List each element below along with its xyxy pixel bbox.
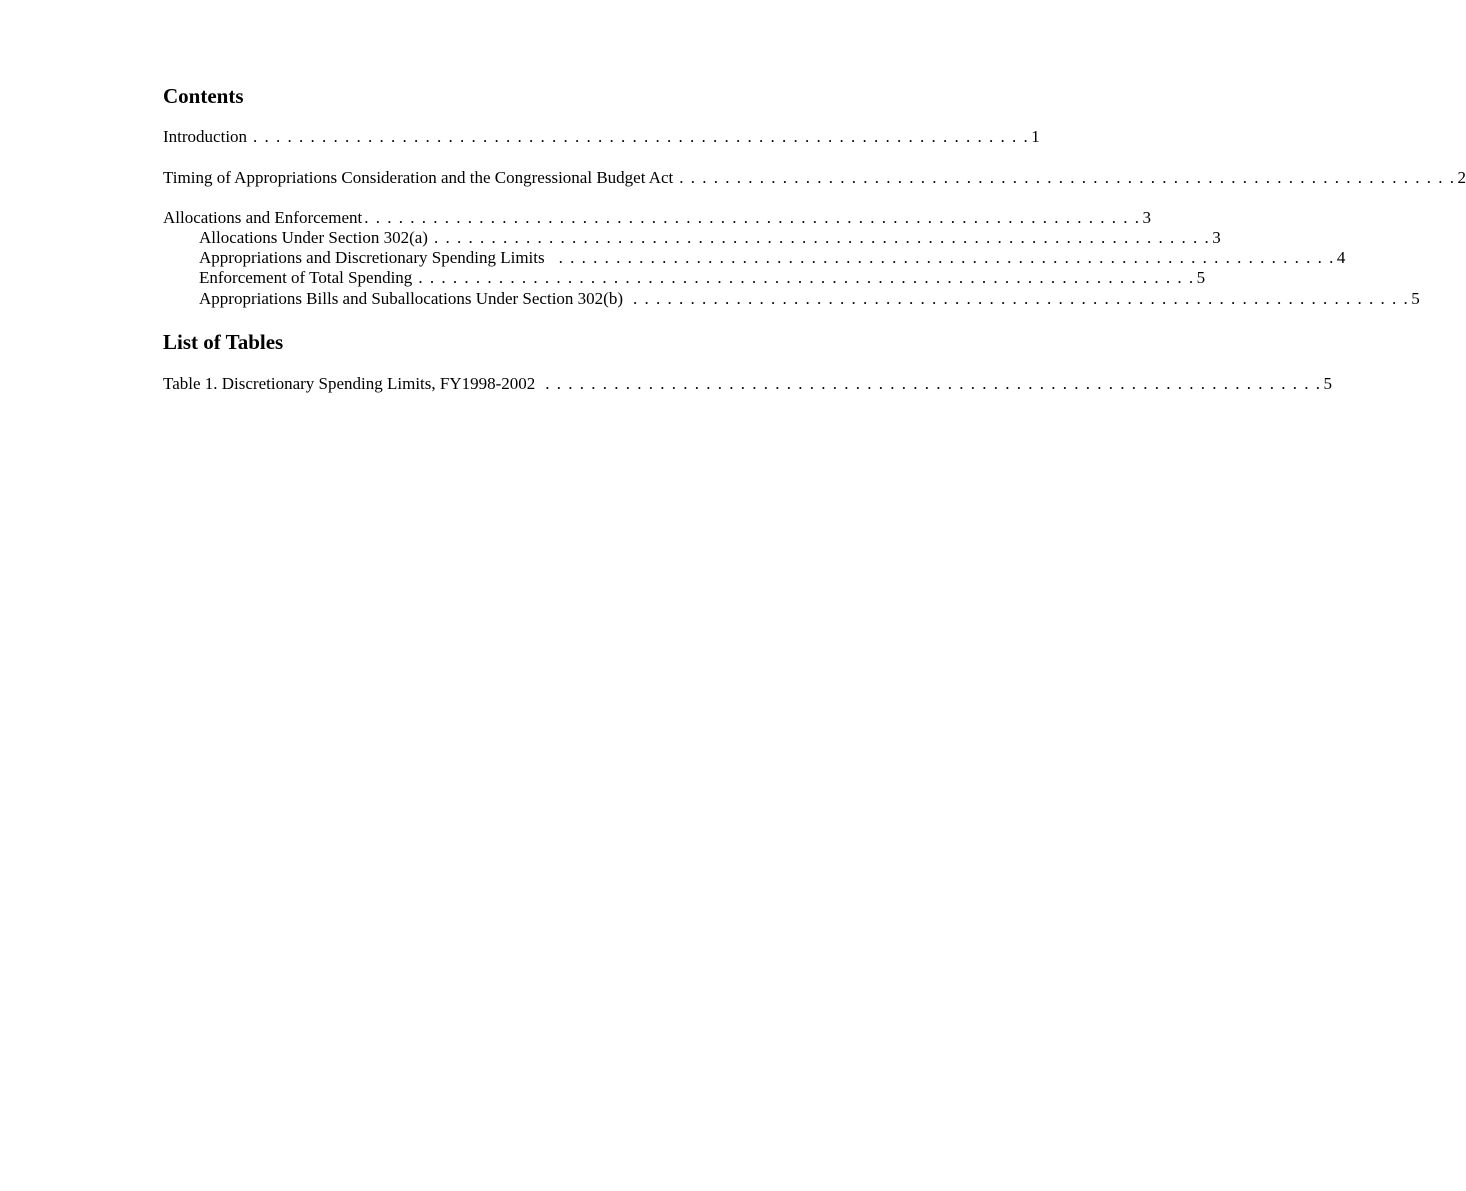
contents-heading: Contents	[163, 84, 244, 108]
dot-leader: . . . . . . . . . . . . . . . . . . . . . . . . . . . . . . . . . . . . . . . . . . . . . . . . . . . . . . . . . . . . . . . . . . . .	[364, 208, 1141, 227]
toc-entry-allocations-enforcement[interactable]	[163, 208, 1151, 228]
dot-leader: . . . . . . . . . . . . . . . . . . . . . . . . . . . . . . . . . . . . . . . . . . . . . . . . . . . . . . . . . . . . . . . . . . . .	[558, 248, 1335, 267]
list-of-tables-heading: List of Tables	[163, 330, 284, 354]
dot-leader: . . . . . . . . . . . . . . . . . . . . . . . . . . . . . . . . . . . . . . . . . . . . . . . . . . . . . . . . . . . . . . . . . . . .	[433, 228, 1211, 247]
toc-entry-introduction[interactable]	[163, 127, 1040, 147]
toc-entry-title: Introduction	[163, 127, 248, 146]
toc-entry-title: Appropriations and Discretionary Spending Limits	[199, 248, 545, 267]
table-entry-title: Table 1. Discretionary Spending Limits, FY1998-2002	[163, 374, 536, 393]
dot-leader: . . . . . . . . . . . . . . . . . . . . . . . . . . . . . . . . . . . . . . . . . . . . . . . . . . . . . . . . . . . . . . . . . . . .	[418, 268, 1195, 287]
toc-entry-suballocations-302b[interactable]	[199, 289, 1420, 309]
toc-entry-title: Allocations Under Section 302(a)	[199, 228, 428, 247]
toc-entry-enforcement-total[interactable]	[199, 268, 1206, 288]
table-entry-page-number: 5	[1323, 374, 1333, 393]
table-entry-table-1[interactable]	[163, 374, 1333, 394]
toc-entry-page-number: 5	[1196, 268, 1206, 287]
toc-entry-page-number: 3	[1142, 208, 1151, 227]
dot-leader: . . . . . . . . . . . . . . . . . . . . . . . . . . . . . . . . . . . . . . . . . . . . . . . . . . . . . . . . . . . . . . . . . . . .	[679, 168, 1456, 187]
toc-entry-page-number: 4	[1336, 248, 1346, 267]
dot-leader: . . . . . . . . . . . . . . . . . . . . . . . . . . . . . . . . . . . . . . . . . . . . . . . . . . . . . . . . . . . . . . . . . . . .	[545, 374, 1322, 393]
toc-entry-page-number: 1	[1031, 127, 1040, 146]
toc-entry-page-number: 3	[1212, 228, 1221, 247]
toc-entry-page-number: 2	[1457, 168, 1466, 187]
toc-entry-title: Appropriations Bills and Suballocations Under Section 302(b)	[199, 289, 623, 308]
dot-leader: . . . . . . . . . . . . . . . . . . . . . . . . . . . . . . . . . . . . . . . . . . . . . . . . . . . . . . . . . . . . . . . . . . . .	[253, 127, 1030, 146]
toc-entry-allocations-302a[interactable]	[199, 228, 1221, 248]
dot-leader: . . . . . . . . . . . . . . . . . . . . . . . . . . . . . . . . . . . . . . . . . . . . . . . . . . . . . . . . . . . . . . . . . . . .	[633, 289, 1410, 308]
toc-entry-timing[interactable]	[163, 168, 1466, 188]
toc-entry-title: Enforcement of Total Spending	[199, 268, 413, 287]
toc-entry-page-number: 5	[1411, 289, 1420, 308]
toc-entry-title: Allocations and Enforcement	[163, 208, 363, 227]
toc-entry-discretionary-limits[interactable]	[199, 248, 1346, 268]
toc-entry-title: Timing of Appropriations Consideration and the Congressional Budget Act	[163, 168, 674, 187]
